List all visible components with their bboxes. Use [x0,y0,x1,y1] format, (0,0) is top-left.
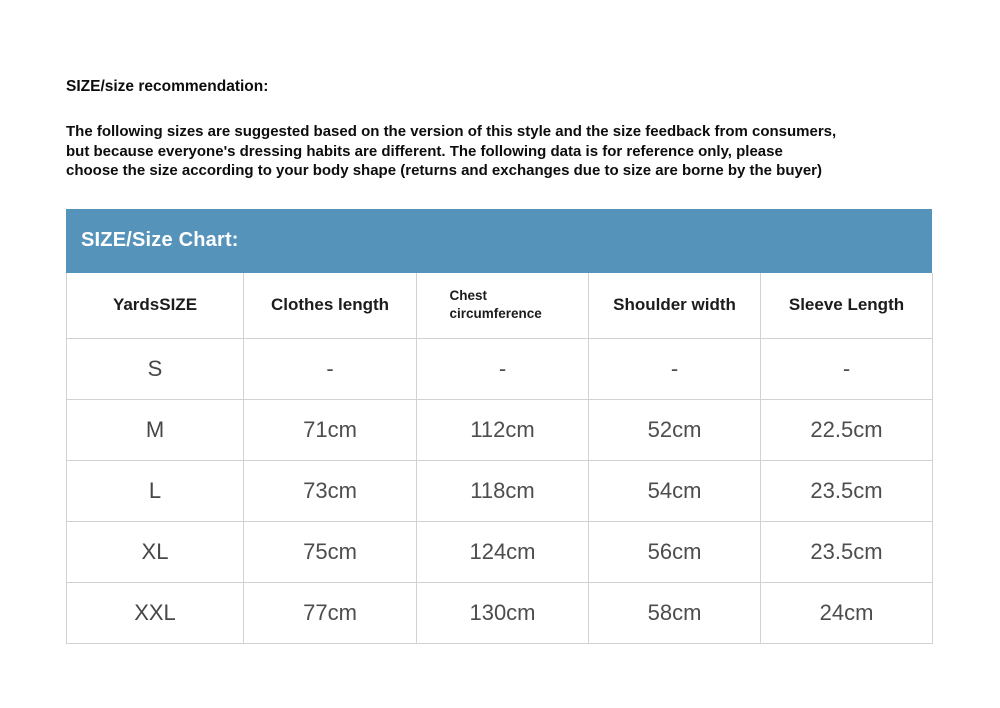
sleeve-length-value: 24cm [761,583,933,644]
description-line-2: but because everyone's dressing habits are different. The following data is for reference only, please [66,142,783,160]
clothes-length-value: 75cm [244,522,417,583]
column-header-sleeve-length: Sleeve Length [761,273,933,339]
sleeve-length-value: 23.5cm [761,461,933,522]
column-header-yards-size: YardsSIZE [67,273,244,339]
clothes-length-value: - [244,339,417,400]
chest-circumference-value: - [417,339,589,400]
chest-circumference-value: 112cm [417,400,589,461]
size-label: XXL [67,583,244,644]
chest-circumference-value: 130cm [417,583,589,644]
column-header-chest-circumference [417,273,589,339]
table-row-size-s [67,339,933,400]
table-row-size-xl [67,522,933,583]
shoulder-width-value: 52cm [589,400,761,461]
shoulder-width-value: 54cm [589,461,761,522]
clothes-length-value: 77cm [244,583,417,644]
size-label: S [67,339,244,400]
size-label: L [67,461,244,522]
description-line-3: choose the size according to your body shape (returns and exchanges due to size are borne by the buyer) [66,162,823,179]
shoulder-width-value: 56cm [589,522,761,583]
clothes-length-value: 71cm [244,400,417,461]
chest-circumference-value: 124cm [417,522,589,583]
chest-circumference-value: 118cm [417,461,589,522]
table-row-size-l [67,461,933,522]
size-label: XL [67,522,244,583]
sleeve-length-value: - [761,339,933,400]
size-chart-title: SIZE/Size Chart: [81,229,239,251]
clothes-length-value: 73cm [244,461,417,522]
sleeve-length-value: 22.5cm [761,400,933,461]
column-header-clothes-length: Clothes length [244,273,417,339]
shoulder-width-value: - [589,339,761,400]
size-chart-table [66,273,933,645]
size-chart-header-row [67,273,933,339]
sleeve-length-value: 23.5cm [761,522,933,583]
size-chart-title-bar [66,209,932,273]
shoulder-width-value: 58cm [589,583,761,644]
size-recommendation-heading: SIZE/size recommendation: [66,78,269,95]
table-row-size-xxl [67,583,933,644]
size-description [66,122,934,181]
table-row-size-m [67,400,933,461]
chest-circumference-label: Chest circumference [449,288,542,322]
column-header-shoulder-width: Shoulder width [589,273,761,339]
description-line-1: The following sizes are suggested based on the version of this style and the size feedback from consumers, [66,123,837,140]
size-label: M [67,400,244,461]
